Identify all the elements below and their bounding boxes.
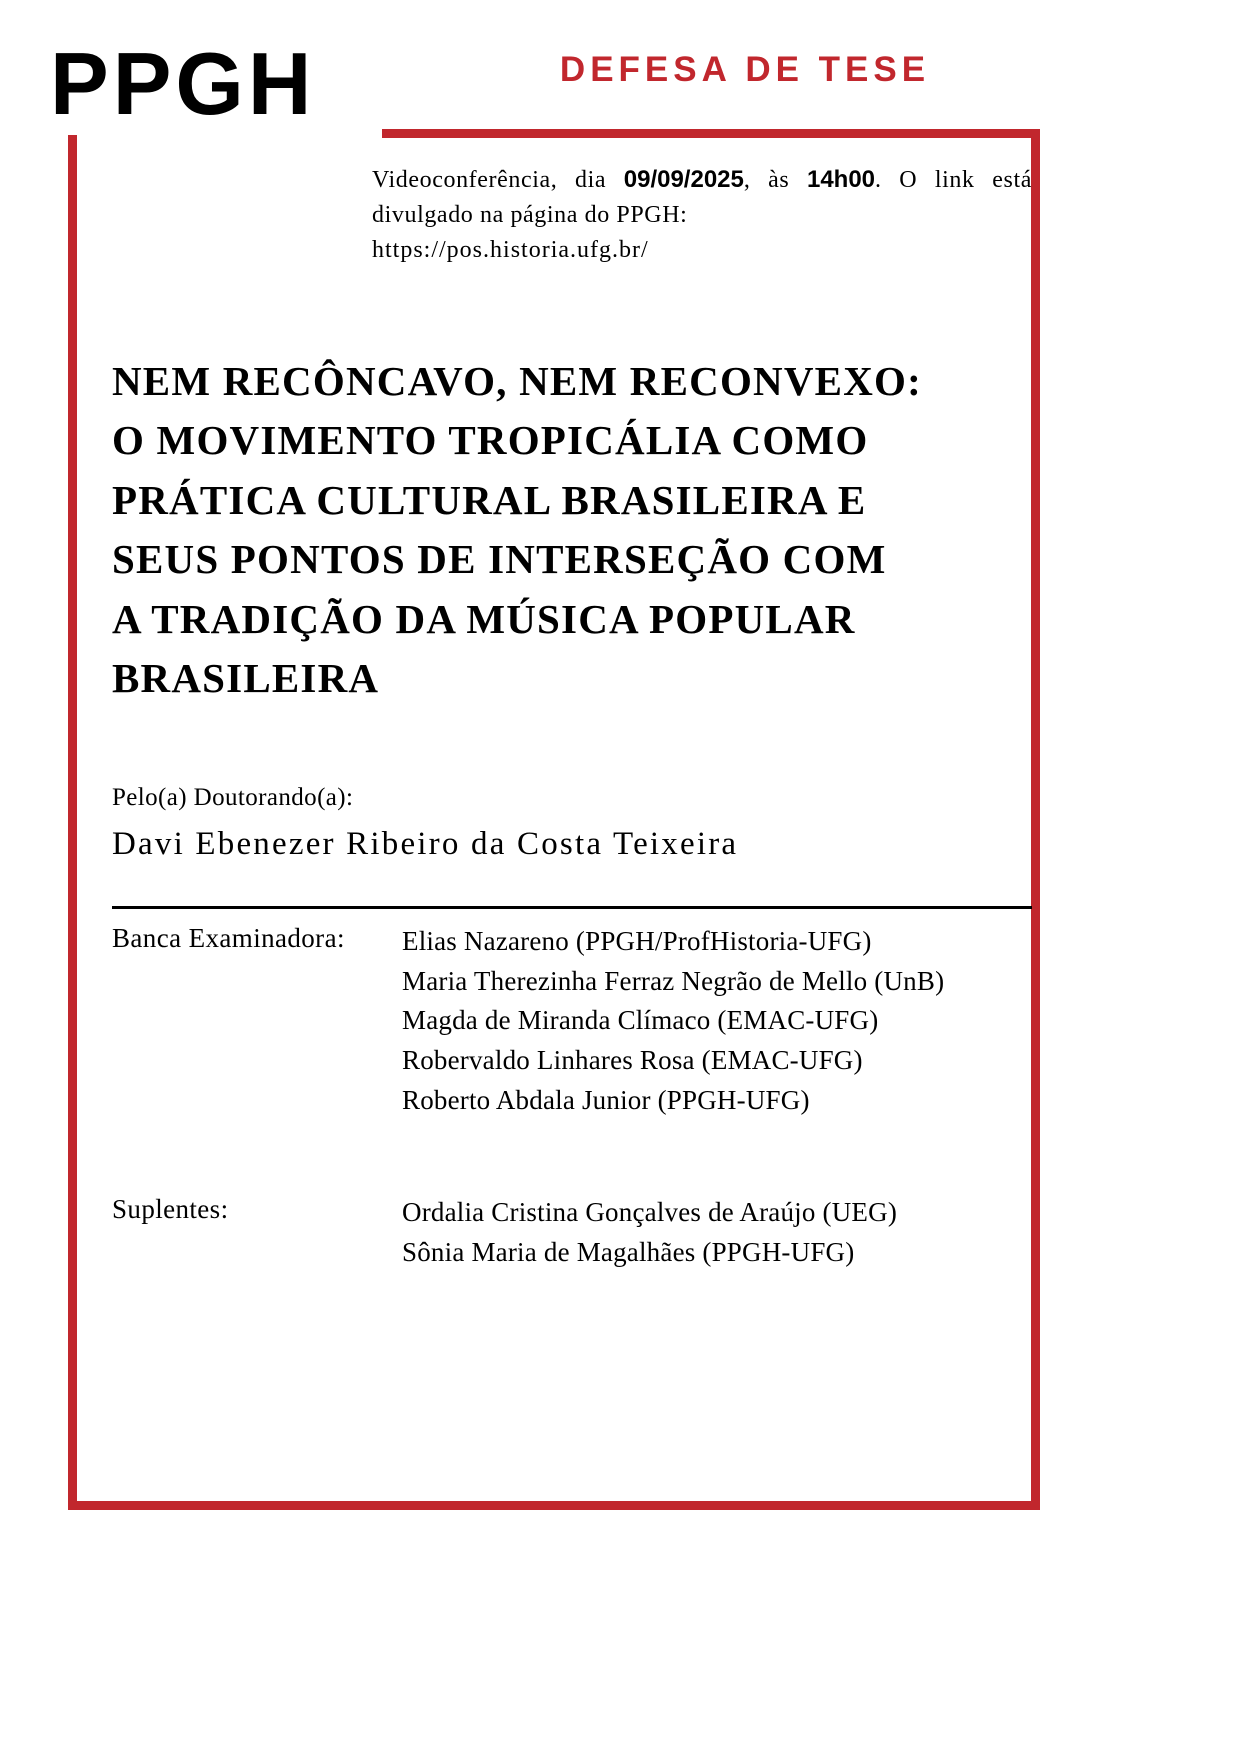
event-info-block [372, 163, 1032, 267]
event-type-heading: DEFESA DE TESE [559, 50, 931, 89]
thesis-title-line: NEM RECÔNCAVO, NEM RECONVEXO: [112, 358, 922, 404]
thesis-title-line: BRASILEIRA [112, 655, 380, 702]
thesis-title [112, 352, 1032, 709]
candidate-label: Pelo(a) Doutorando(a): [112, 784, 354, 811]
alternates-label: Suplentes: [112, 1194, 229, 1224]
thesis-title-line: SEUS PONTOS DE INTERSEÇÃO COM [112, 536, 887, 583]
event-info-link-notice: O link está divulgado na página do PPGH: [372, 167, 1032, 228]
event-info-line1-suffix: . [875, 167, 882, 193]
thesis-title-line: O MOVIMENTO TROPICÁLIA COMO [112, 417, 869, 464]
candidate-block [112, 784, 1032, 863]
candidate-name: Davi Ebenezer Ribeiro da Costa Teixeira [112, 826, 739, 862]
ppgh-page-url[interactable]: https://pos.historia.ufg.br/ [372, 236, 649, 263]
event-time: 14h00 [806, 166, 876, 193]
ppgh-logo-block [50, 34, 380, 134]
board-member: Robervaldo Linhares Rosa (EMAC-UFG) [402, 1045, 863, 1076]
thesis-title-line: A TRADIÇÃO DA MÚSICA POPULAR [112, 595, 856, 642]
examining-board-label: Banca Examinadora: [112, 923, 345, 953]
alternate-member: Sônia Maria de Magalhães (PPGH-UFG) [402, 1236, 855, 1267]
event-info-line1-prefix: Videoconferência, dia [372, 167, 624, 193]
board-member: Magda de Miranda Clímaco (EMAC-UFG) [402, 1005, 879, 1036]
alternates-section [112, 1193, 1052, 1272]
event-date: 09/09/2025 [623, 166, 744, 193]
examining-board-section [112, 922, 1052, 1120]
ppgh-logo-text: PPGH [50, 34, 316, 133]
section-divider [112, 906, 1032, 909]
board-member: Maria Therezinha Ferraz Negrão de Mello (UnB) [402, 965, 945, 996]
board-member: Elias Nazareno (PPGH/ProfHistoria-UFG) [402, 926, 872, 956]
board-member: Roberto Abdala Junior (PPGH-UFG) [402, 1084, 810, 1115]
event-info-line1-middle: , às [743, 167, 807, 193]
thesis-title-line: PRÁTICA CULTURAL BRASILEIRA E [112, 476, 867, 523]
examining-board-members [402, 922, 1052, 1120]
alternates-members [402, 1193, 1052, 1272]
alternate-member: Ordalia Cristina Gonçalves de Araújo (UEG) [402, 1197, 898, 1227]
